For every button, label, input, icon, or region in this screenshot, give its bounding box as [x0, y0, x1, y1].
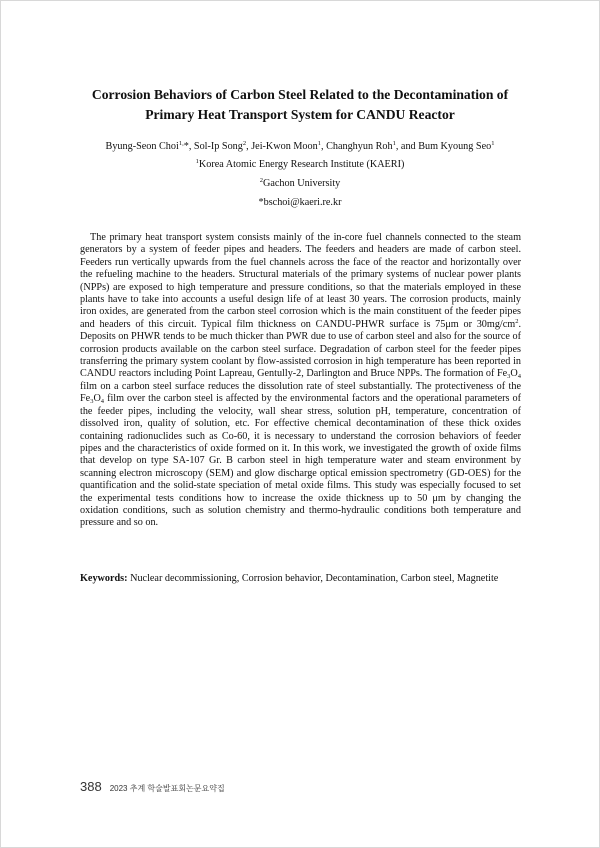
proceedings-title: 2023 추계 학술발표회논문요약집	[109, 784, 225, 793]
title-line-2: Primary Heat Transport System for CANDU Reactor	[145, 107, 455, 122]
formula-subscript: 4	[517, 373, 521, 381]
affiliation-mark: 2	[259, 177, 263, 184]
author-separator: *,	[183, 141, 194, 152]
keywords-label: Keywords:	[80, 573, 128, 584]
affiliation-text: Gachon University	[263, 178, 341, 189]
abstract-text-2: . Deposits on PHWR tends to be much thicker than PWR due to use of carbon steel and also for the source of corrosion products available on the carbon steel surface. Degradation of carbon steel for the feeder pipes transferring the primary system coolant by flow-assisted corrosion in high temperature has been reported in CANDU reactors including Point Lapreau, Gentully-2, Darlington and Bruce NPPs. The formation of Fe	[80, 318, 521, 380]
abstract-text-3: film on a carbon steel surface reduces the dissolution rate of steel substantially. The protectiveness of the Fe	[80, 380, 521, 405]
author-name: Changhyun Roh	[326, 141, 393, 152]
title-line-1: Corrosion Behaviors of Carbon Steel Related to the Decontamination of	[91, 87, 509, 102]
affiliation-mark: 1	[195, 158, 199, 165]
author-separator: ,	[320, 141, 327, 152]
author-name: Byung-Seon Choi	[105, 141, 179, 152]
author-name: Sol-Ip Song	[193, 141, 243, 152]
corresponding-email: *bschoi@kaeri.re.kr	[258, 197, 342, 208]
formula-element: O	[510, 368, 518, 380]
author-affiliation-mark: 1	[392, 140, 396, 147]
formula-subscript: 3	[507, 373, 511, 381]
abstract-text-4: film over the carbon steel is affected by the environmental factors and the operational parameters of the feeder pipes, including the velocity, wall shear stress, solution pH, temperature, concentration of dissolved iron, quality of solution, etc. For effective chemical decontamination of these thick oxides containing radionuclides such as Co-60, it is necessary to understand the corrosion behaviors of feeder pipes and the characteristics of oxide formed on it. In this work, we investigated the growth of oxide films that develop on type SA-107 Gr. B carbon steel in high temperature water and steam environment by scanning electron microscopy (SEM) and glow discharge optical emission spectrometry (GD-OES) for the quantification and the solid-state speciation of metal oxide films. This study was especially focused to set the experimental tests conditions how to increase the oxide thickness up to 50 μm by changing the oxidation conditions, such as solution chemistry and thermo-hydraulic conditions both temperature and pressure and so on.	[80, 393, 521, 529]
author-affiliation-mark: 2	[242, 140, 247, 147]
page-footer	[80, 779, 225, 794]
affiliation-text: Korea Atomic Energy Research Institute (KAERI)	[198, 159, 405, 170]
keywords-text: Nuclear decommissioning, Corrosion behavior, Decontamination, Carbon steel, Magnetite	[127, 573, 499, 584]
abstract-text-1: The primary heat transport system consists mainly of the in-core fuel channels connected to the steam generators by a system of feeder pipes and headers. The feeders and headers are made of carbon steel. Feeders run vertically upwards from the fuel channels across the face of the reactor and horizontally over the refueling machine to the headers. Structural materials of the primary systems of nuclear power plants (NPPs) are exposed to high temperature and pressure conditions, so that the materials employed in these plants have to take into accounts a useful design life of at least 30 years. The corrosion products, mainly iron oxides, are generated from the carbon steel corrosion which is the main constituent of the feeder pipes and headers of this circuit. Typical film thickness on CANDU-PHWR surface is 75μm or 30mg/cm	[80, 232, 521, 330]
author-name: Bum Kyoung Seo	[418, 141, 492, 152]
formula-subscript: 3	[90, 398, 94, 406]
keywords-line	[80, 572, 540, 585]
affiliation-2	[60, 177, 540, 191]
affiliation-1	[60, 158, 540, 172]
author-affiliation-mark: 1,	[178, 140, 184, 147]
page-number: 388	[80, 779, 102, 794]
author-list	[60, 140, 540, 154]
paper-title	[60, 85, 540, 125]
formula-subscript: 4	[100, 398, 105, 406]
author-name: Jei-Kwon Moon	[251, 141, 318, 152]
author-affiliation-mark: 1	[317, 140, 321, 147]
formula-element: O	[93, 393, 101, 405]
author-affiliation-mark: 1	[491, 140, 495, 147]
unit-superscript: 2	[515, 317, 519, 325]
author-separator: , and	[395, 141, 419, 152]
author-separator: ,	[246, 141, 252, 152]
abstract-paragraph	[80, 232, 521, 530]
